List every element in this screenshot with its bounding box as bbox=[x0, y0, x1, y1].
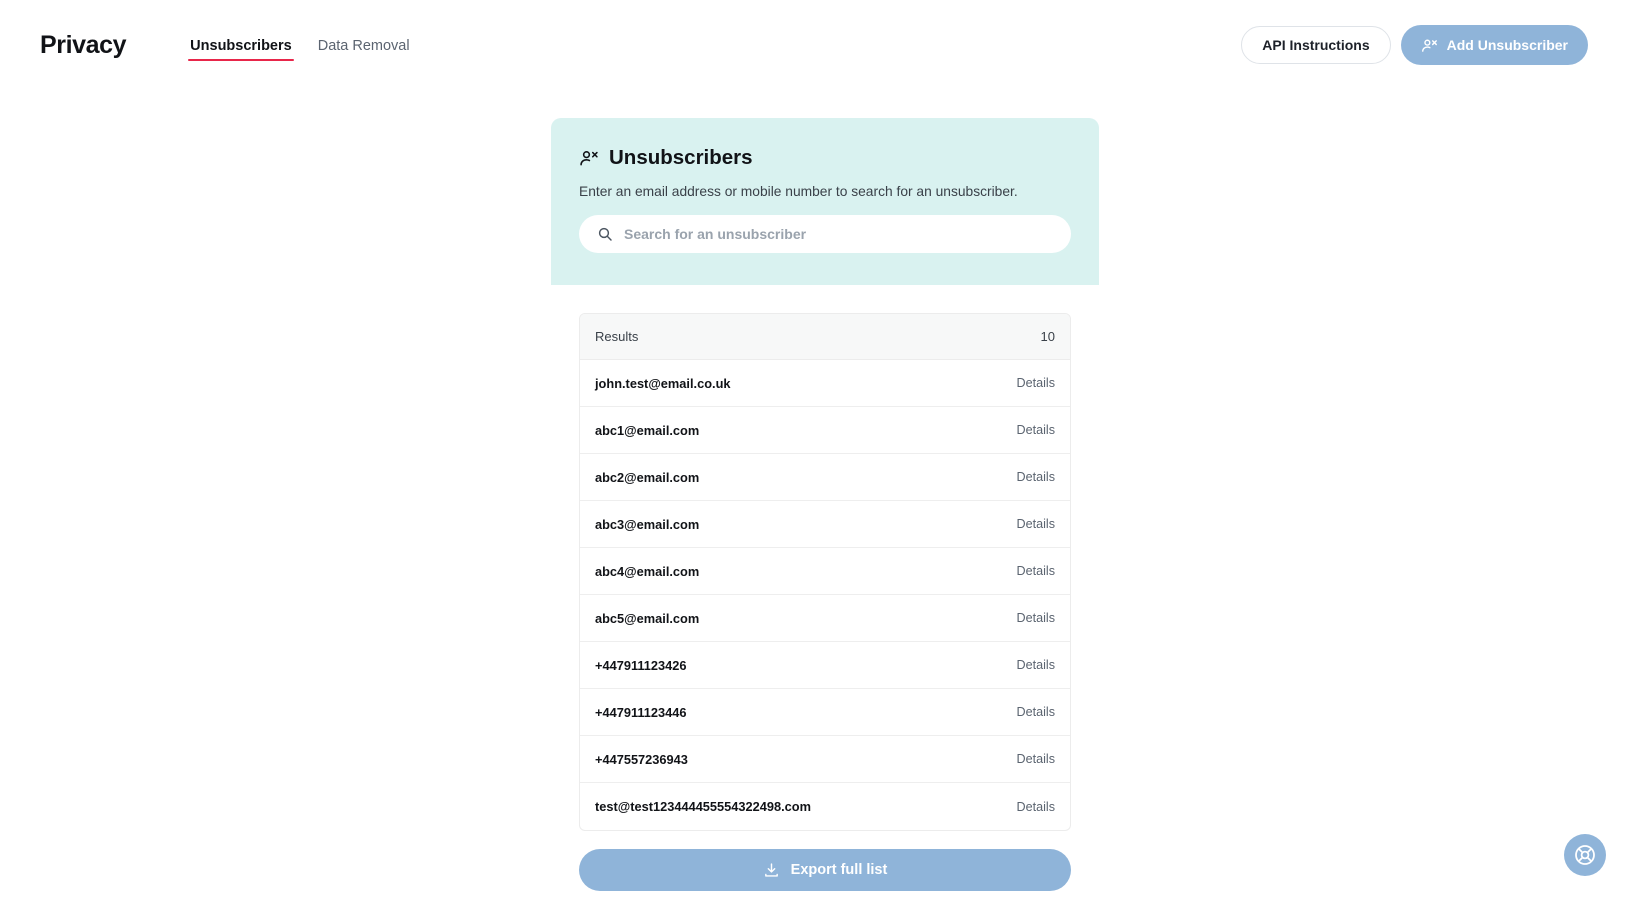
results-count: 10 bbox=[1041, 329, 1055, 344]
details-link[interactable]: Details bbox=[1017, 423, 1056, 437]
search-container[interactable] bbox=[579, 215, 1071, 253]
details-link[interactable]: Details bbox=[1017, 564, 1056, 578]
export-full-list-button[interactable] bbox=[579, 849, 1071, 891]
search-input[interactable] bbox=[624, 226, 1053, 242]
user-remove-icon bbox=[579, 148, 599, 168]
top-bar-actions bbox=[1241, 25, 1588, 65]
card-subtitle: Enter an email address or mobile number to search for an unsubscriber. bbox=[579, 184, 1071, 199]
export-label: Export full list bbox=[791, 862, 888, 878]
unsubscriber-value: +447911123426 bbox=[595, 658, 686, 673]
unsubscriber-value: abc4@email.com bbox=[595, 564, 699, 579]
results-panel bbox=[579, 313, 1071, 831]
lifebuoy-icon bbox=[1573, 843, 1597, 867]
table-row[interactable] bbox=[580, 548, 1070, 595]
unsubscriber-value: test@test123444455554322498.com bbox=[595, 799, 811, 814]
table-row[interactable] bbox=[580, 595, 1070, 642]
top-navigation-bar bbox=[0, 0, 1628, 90]
table-row[interactable] bbox=[580, 360, 1070, 407]
card-title-text: Unsubscribers bbox=[609, 146, 753, 170]
search-icon bbox=[597, 226, 613, 242]
unsubscribers-card bbox=[551, 118, 1099, 905]
unsubscriber-value: john.test@email.co.uk bbox=[595, 376, 731, 391]
table-row[interactable] bbox=[580, 501, 1070, 548]
results-header bbox=[580, 314, 1070, 360]
details-link[interactable]: Details bbox=[1017, 752, 1056, 766]
card-title-row bbox=[579, 146, 1071, 170]
api-instructions-button[interactable]: API Instructions bbox=[1241, 26, 1390, 64]
table-row[interactable] bbox=[580, 736, 1070, 783]
page-title: Privacy bbox=[40, 31, 126, 60]
main-nav bbox=[188, 0, 411, 90]
table-row[interactable] bbox=[580, 689, 1070, 736]
details-link[interactable]: Details bbox=[1017, 517, 1056, 531]
unsubscriber-value: abc2@email.com bbox=[595, 470, 699, 485]
download-icon bbox=[763, 862, 780, 879]
unsubscriber-value: +447911123446 bbox=[595, 705, 686, 720]
user-add-icon bbox=[1421, 37, 1438, 54]
details-link[interactable]: Details bbox=[1017, 658, 1056, 672]
unsubscriber-value: abc5@email.com bbox=[595, 611, 699, 626]
table-row[interactable] bbox=[580, 454, 1070, 501]
add-unsubscriber-button[interactable] bbox=[1401, 25, 1588, 65]
details-link[interactable]: Details bbox=[1017, 800, 1056, 814]
table-row[interactable] bbox=[580, 407, 1070, 454]
tab-data-removal[interactable]: Data Removal bbox=[316, 6, 412, 84]
card-body bbox=[551, 285, 1099, 905]
unsubscriber-value: abc3@email.com bbox=[595, 517, 699, 532]
details-link[interactable]: Details bbox=[1017, 470, 1056, 484]
table-row[interactable] bbox=[580, 642, 1070, 689]
tab-unsubscribers[interactable]: Unsubscribers bbox=[188, 6, 294, 84]
card-header bbox=[551, 118, 1099, 285]
unsubscriber-value: abc1@email.com bbox=[595, 423, 699, 438]
details-link[interactable]: Details bbox=[1017, 611, 1056, 625]
results-label: Results bbox=[595, 329, 638, 344]
details-link[interactable]: Details bbox=[1017, 376, 1056, 390]
details-link[interactable]: Details bbox=[1017, 705, 1056, 719]
support-button[interactable] bbox=[1564, 834, 1606, 876]
unsubscriber-value: +447557236943 bbox=[595, 752, 688, 767]
table-row[interactable] bbox=[580, 783, 1070, 830]
add-unsubscriber-label: Add Unsubscriber bbox=[1447, 37, 1568, 53]
